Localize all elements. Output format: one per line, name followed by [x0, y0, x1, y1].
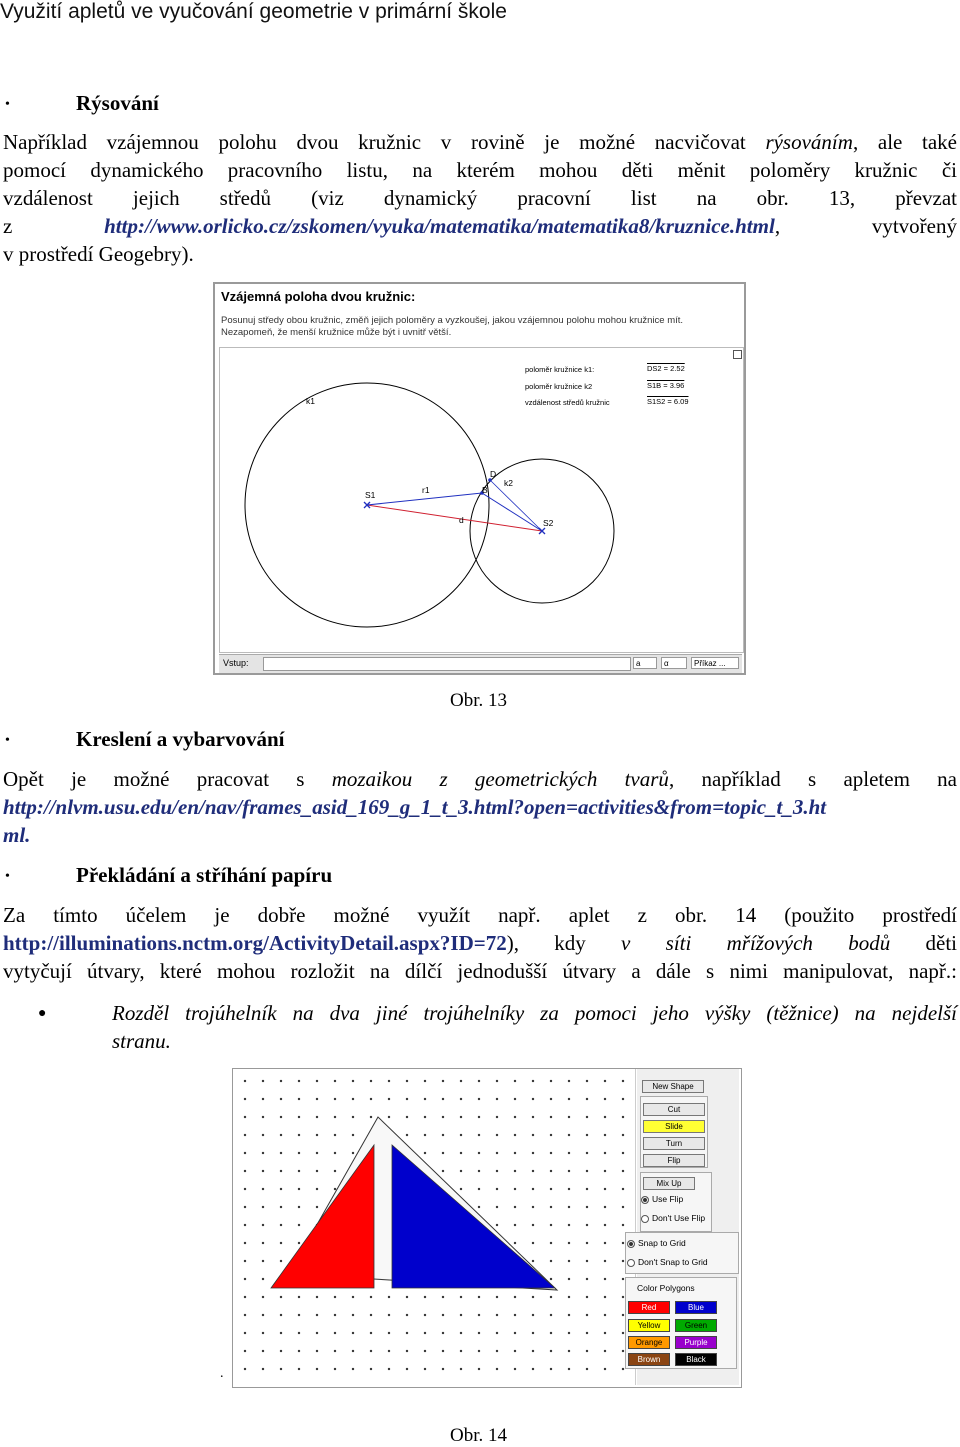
- geometry-canvas[interactable]: [219, 347, 744, 653]
- label-s2: S2: [543, 518, 554, 528]
- greek-select[interactable]: α: [661, 657, 687, 669]
- bullet: •: [5, 97, 10, 112]
- paragraph-line: v prostředí Geogebry).: [3, 242, 194, 266]
- label-s1: S1: [365, 490, 376, 500]
- section-heading-prekladani: Překládání a stříhání papíru: [76, 863, 333, 887]
- slide-button[interactable]: Slide: [643, 1120, 705, 1133]
- label-d-point: D: [490, 469, 497, 479]
- blue-triangle: [392, 1145, 555, 1288]
- color-red-button[interactable]: Red: [628, 1301, 670, 1314]
- mix-up-button[interactable]: Mix Up: [643, 1177, 695, 1190]
- task-bullet: ●: [38, 1006, 47, 1021]
- segment-d: [367, 505, 542, 531]
- dot-grid-canvas[interactable]: [233, 1069, 636, 1385]
- new-shape-button[interactable]: New Shape: [642, 1080, 704, 1093]
- applet-title: Vzájemná poloha dvou kružnic:: [221, 289, 416, 304]
- label-r1: r1: [422, 485, 430, 495]
- color-yellow-button[interactable]: Yellow: [628, 1319, 670, 1332]
- paragraph-line: pomocí dynamického pracovního listu, na kterém mohou děti měnit poloměry kružnic či: [3, 158, 957, 182]
- cut-button[interactable]: Cut: [643, 1103, 705, 1116]
- value-s1s2: S1S2 = 6.09: [647, 397, 689, 406]
- page-header-title: Využití apletů ve vyučování geometrie v primární škole: [0, 0, 507, 23]
- dont-snap-radio[interactable]: Don't Snap to Grid: [627, 1257, 708, 1267]
- color-purple-button[interactable]: Purple: [675, 1336, 717, 1349]
- label-radius-k2: poloměr kružnice k2: [525, 382, 593, 391]
- snap-to-grid-radio[interactable]: Snap to Grid: [627, 1238, 686, 1248]
- caption-obr-13: Obr. 13: [450, 690, 507, 711]
- control-panel: [637, 1069, 739, 1385]
- link-illuminations[interactable]: http://illuminations.nctm.org/ActivityDetail.aspx?ID=72: [3, 931, 507, 955]
- value-s1b: S1B = 3.96: [647, 381, 685, 390]
- bullet: •: [5, 869, 10, 884]
- label-radius-k1: poloměr kružnice k1:: [525, 365, 595, 374]
- paragraph-line: http://illuminations.nctm.org/ActivityDetail.aspx?ID=72), kdy v síti mřížových bodů děti: [3, 931, 957, 955]
- input-field[interactable]: [263, 657, 631, 671]
- figure-13-geogebra-applet: [213, 282, 746, 675]
- command-select[interactable]: Příkaz ...: [691, 657, 739, 669]
- red-triangle: [271, 1145, 374, 1288]
- input-bar: [219, 654, 742, 673]
- link-nlvm-cont[interactable]: ml.: [3, 823, 31, 847]
- paragraph-line: Například vzájemnou polohu dvou kružnic v rovině je možné nacvičovat rýsováním, ale také: [3, 130, 957, 154]
- label-k1: k1: [306, 396, 315, 406]
- paragraph-line: Za tímto účelem je dobře možné využít např. aplet z obr. 14 (použito prostředí: [3, 903, 957, 927]
- link-nlvm[interactable]: http://nlvm.usu.edu/en/nav/frames_asid_169_g_1_t_3.html?open=activities&from=topic_t_3.ht: [3, 795, 827, 819]
- segment-b-s2: [482, 493, 542, 531]
- label-d-segment: d: [459, 515, 464, 525]
- link-orlicko[interactable]: http://www.orlicko.cz/zskomen/vyuka/matematika/matematika8/kruznice.html: [104, 214, 775, 238]
- symbol-select[interactable]: a: [633, 657, 657, 669]
- input-label: Vstup:: [223, 658, 249, 668]
- paragraph-line: z http://www.orlicko.cz/zskomen/vyuka/matematika/matematika8/kruznice.html, vytvořený: [3, 214, 957, 238]
- label-b: B: [482, 485, 488, 495]
- label-center-distance: vzdálenost středů kružnic: [525, 398, 610, 407]
- paragraph-line: vytyčují útvary, které mohou rozložit na dílčí jednodušší útvary a dále s nimi manipulovat, např.:: [3, 959, 957, 983]
- color-orange-button[interactable]: Orange: [628, 1336, 670, 1349]
- section-heading-rysovani: Rýsování: [76, 91, 159, 115]
- bullet: •: [5, 733, 10, 748]
- task-line: stranu.: [112, 1029, 171, 1053]
- label-k2: k2: [504, 478, 513, 488]
- flip-button[interactable]: Flip: [643, 1154, 705, 1167]
- color-brown-button[interactable]: Brown: [628, 1353, 670, 1366]
- color-black-button[interactable]: Black: [675, 1353, 717, 1366]
- value-ds2: DS2 = 2.52: [647, 364, 685, 373]
- color-blue-button[interactable]: Blue: [675, 1301, 717, 1314]
- segment-d-s2: [490, 480, 542, 531]
- paragraph-line: Opět je možné pracovat s mozaikou z geometrických tvarů, například s apletem na: [3, 767, 957, 791]
- restore-icon[interactable]: [733, 350, 742, 359]
- paragraph-line: vzdálenost jejich středů (viz dynamický pracovní list na obr. 13, převzat: [3, 186, 957, 210]
- turn-button[interactable]: Turn: [643, 1137, 705, 1150]
- stray-dot: .: [220, 1366, 224, 1381]
- figure-14-applet: [232, 1068, 742, 1388]
- color-polygons-label: Color Polygons: [637, 1283, 695, 1293]
- caption-obr-14: Obr. 14: [450, 1425, 507, 1446]
- use-flip-radio[interactable]: Use Flip: [641, 1194, 683, 1204]
- dont-use-flip-radio[interactable]: Don't Use Flip: [641, 1213, 705, 1223]
- section-heading-kresleni: Kreslení a vybarvování: [76, 727, 285, 751]
- applet-description: Posunuj středy obou kružnic, změň jejich poloměry a vyzkoušej, jakou vzájemnou polohu mohou kružnice mít. Nezapomeň, že menší kružnice může být i uvnitř větší.: [221, 315, 684, 338]
- task-line: Rozděl trojúhelník na dva jiné trojúhelníky za pomoci jeho výšky (těžnice) na nejdelší: [112, 1001, 957, 1025]
- color-green-button[interactable]: Green: [675, 1319, 717, 1332]
